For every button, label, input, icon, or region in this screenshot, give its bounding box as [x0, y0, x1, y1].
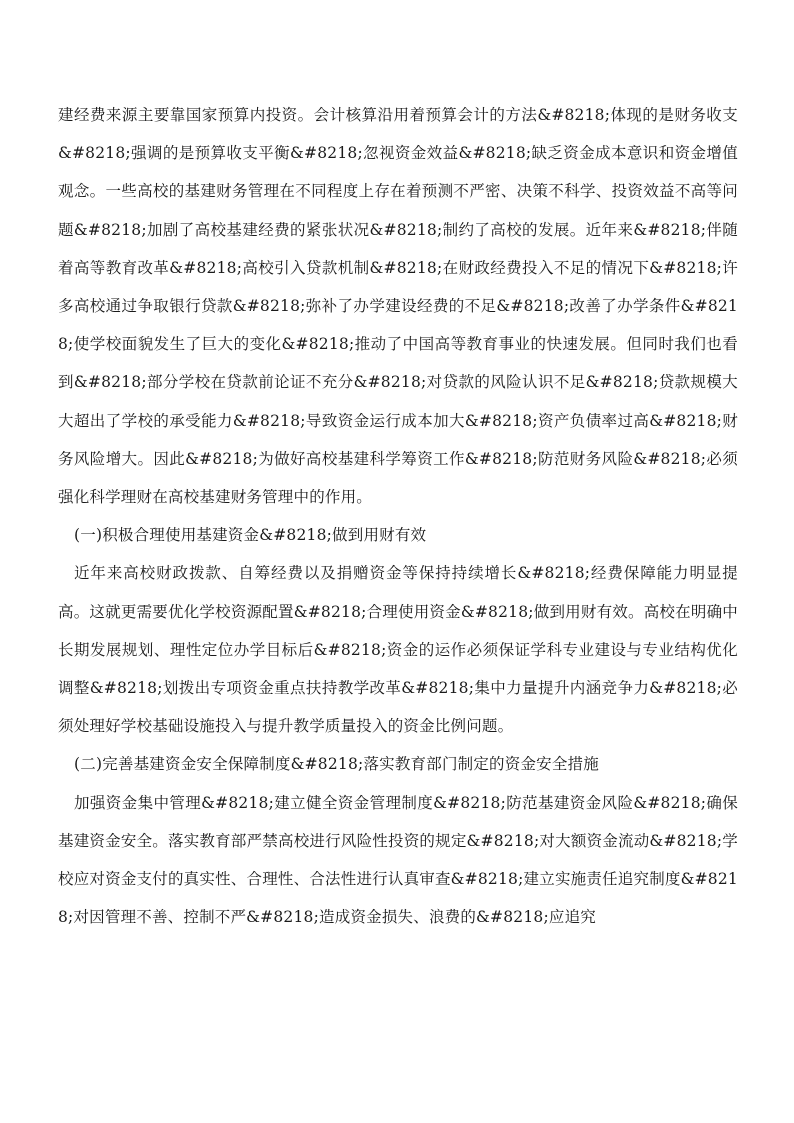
section-heading-1: (一)积极合理使用基建资金&#8218;做到用财有效	[74, 526, 427, 545]
section-heading-2: (二)完善基建资金安全保障制度&#8218;落实教育部门制定的资金安全措施	[74, 755, 599, 774]
paragraph-section-1: 近年来高校财政拨款、自筹经费以及捐赠资金等保持持续增长&#8218;经费保障能力明显提高。这就更需要优化学校资源配置&#8218;合理使用资金&#8218;做到用财有效。高校在明确中长期发展规划、理性定位办学目标后&#8218;资金的运作必须保证学科专业建设与专业结构优化调整&#8218;划拨出专项资金重点扶持教学改革&#8218;集中力量提升内涵竞争力&#8218;必须处理好学校基础设施投入与提升教学质量投入的资金比例问题。	[58, 564, 738, 736]
paragraph-financing-background: 建经费来源主要靠国家预算内投资。会计核算沿用着预算会计的方法&#8218;体现的是财务收支&#8218;强调的是预算收支平衡&#8218;忽视资金效益&#8218;缺乏资金成本意识和资金增值观念。一些高校的基建财务管理在不同程度上存在着预测不严密、决策不科学、投资效益不高等问题&#8218;加剧了高校基建经费的紧张状况&#8218;制约了高校的发展。近年来&#8218;伴随着高等教育改革&#8218;高校引入贷款机制&#8218;在财政经费投入不足的情况下&#8218;许多高校通过争取银行贷款&#8218;弥补了办学建设经费的不足&#8218;改善了办学条件&#8218;使学校面貌发生了巨大的变化&#8218;推动了中国高等教育事业的快速发展。但同时我们也看到&#8218;部分学校在贷款前论证不充分&#8218;对贷款的风险认识不足&#8218;贷款规模大大超出了学校的承受能力&#8218;导致资金运行成本加大&#8218;资产负债率过高&#8218;财务风险增大。因此&#8218;为做好高校基建科学筹资工作&#8218;防范财务风险&#8218;必须强化科学理财在高校基建财务管理中的作用。	[58, 106, 738, 507]
document-body	[58, 96, 738, 936]
paragraph-section-2: 加强资金集中管理&#8218;建立健全资金管理制度&#8218;防范基建资金风险&#8218;确保基建资金安全。落实教育部严禁高校进行风险性投资的规定&#8218;对大额资金流动&#8218;学校应对资金支付的真实性、合理性、合法性进行认真审查&#8218;建立实施责任追究制度&#8218;对因管理不善、控制不严&#8218;造成资金损失、浪费的&#8218;应追究	[58, 793, 738, 927]
